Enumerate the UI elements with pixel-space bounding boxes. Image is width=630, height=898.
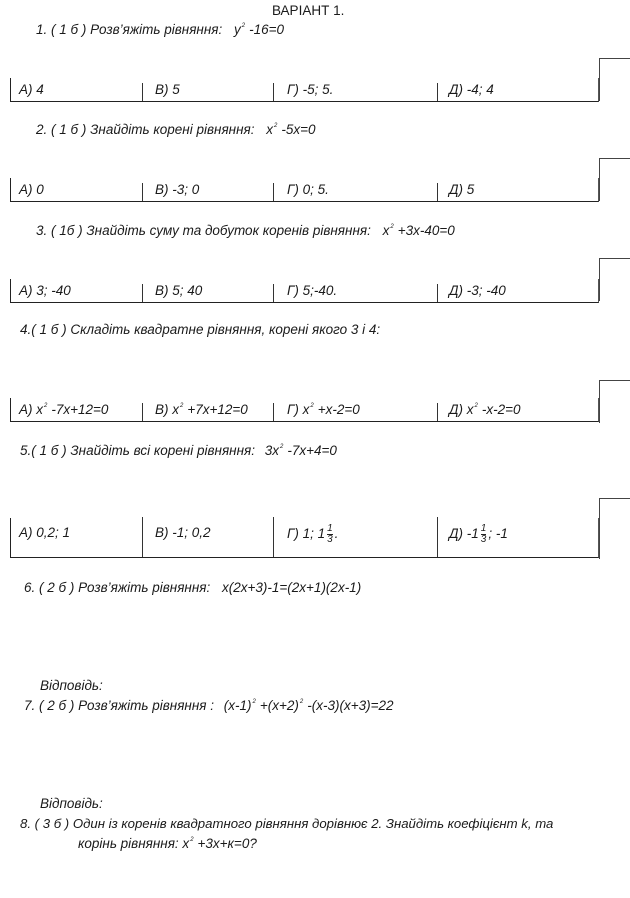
option-a[interactable]: А) 0,2; 1 (19, 525, 71, 540)
options-row-4 (10, 398, 599, 422)
question-3-equation: $x^2 +3x-40=0$ (382, 223, 455, 238)
answer-box-4 (599, 380, 630, 423)
question-4: 4.( 1 б ) Складіть квадратне рівняння, корені якого 3 і 4: (20, 322, 381, 337)
option-divider (142, 83, 143, 101)
option-divider (437, 517, 438, 557)
option-divider (142, 403, 143, 421)
question-5 (20, 443, 337, 458)
option-divider (273, 183, 274, 201)
question-1 (36, 22, 284, 37)
option-a[interactable]: А) $x^2$ -7x+12=0 (19, 402, 109, 417)
question-7 (24, 698, 394, 713)
option-g[interactable]: Г) 1; 1 $\frac{1}{3}$ . (287, 523, 339, 545)
option-divider (142, 517, 143, 557)
question-1-equation: $y^2$ -16=0 (234, 22, 285, 37)
answer-box-3 (599, 258, 630, 301)
option-d[interactable]: Д) -3; -40 (449, 283, 506, 298)
question-2-equation: $x^2$ -5x=0 (266, 122, 316, 137)
option-divider (437, 183, 438, 201)
answer-label-7: Відповідь: (40, 796, 103, 811)
question-7-equation: $(x-1)^2 +(x+2)^2$ -(x-3)(x+3)=22 (223, 698, 394, 713)
option-divider (273, 403, 274, 421)
option-g[interactable]: Г) -5; 5. (287, 82, 334, 97)
option-g[interactable]: Г) 5;-40. (287, 283, 338, 298)
question-3-head: 3. ( 1б ) Знайдіть суму та добуток коренів рівняння: (36, 223, 371, 238)
option-b[interactable]: В) -3; 0 (155, 182, 200, 197)
option-divider (142, 284, 143, 302)
fraction: $\frac{1}{3}$ (480, 523, 487, 545)
question-6-head: 6. ( 2 б ) Розв’яжіть рівняння: (24, 580, 211, 595)
question-6 (24, 580, 361, 595)
answer-label-6: Відповідь: (40, 678, 103, 693)
option-a[interactable]: А) 0 (19, 182, 44, 197)
option-divider (273, 83, 274, 101)
option-d[interactable]: Д) $x^2$ -x-2=0 (449, 402, 521, 417)
option-b[interactable]: В) $x^2 +7x+12=0$ (155, 402, 248, 417)
option-b[interactable]: В) -1; 0,2 (155, 525, 211, 540)
variant-title: ВАРІАНТ 1. (272, 3, 345, 18)
option-g[interactable]: Г) $x^2 +x-2=0$ (287, 402, 360, 417)
question-3 (36, 223, 455, 238)
option-divider (437, 403, 438, 421)
fraction: $\frac{1}{3}$ (327, 523, 333, 545)
question-2-head: 2. ( 1 б ) Знайдіть корені рівняння: (36, 122, 255, 137)
option-divider (437, 83, 438, 101)
option-d[interactable]: Д) -1 $\frac{1}{3}$ ; -1 (449, 523, 508, 545)
question-8-line-1: 8. ( 3 б ) Один із коренів квадратного рівняння дорівнює 2. Знайдіть коефіцієнт k, та (20, 816, 554, 831)
options-row-3 (10, 279, 599, 303)
option-b[interactable]: В) 5 (155, 82, 180, 97)
answer-box-5 (599, 498, 630, 559)
question-6-equation: x(2x+3)-1=(2x+1)(2x-1) (222, 580, 362, 595)
option-divider (142, 183, 143, 201)
question-5-head: 5.( 1 б ) Знайдіть всі корені рівняння: (20, 443, 255, 458)
answer-box-2 (599, 158, 630, 201)
option-d[interactable]: Д) -4; 4 (449, 82, 494, 97)
question-7-head: 7. ( 2 б ) Розв’яжіть рівняння : (24, 698, 214, 713)
options-row-2 (10, 178, 599, 202)
option-g[interactable]: Г) 0; 5. (287, 182, 329, 197)
option-a[interactable]: А) 3; -40 (19, 283, 71, 298)
question-1-head: 1. ( 1 б ) Розв’яжіть рівняння: (36, 22, 223, 37)
option-divider (437, 284, 438, 302)
option-b[interactable]: В) 5; 40 (155, 283, 203, 298)
options-row-1 (10, 78, 599, 102)
question-8-line-2: корінь рівняння: $x^2 +3x+к=0$? (78, 836, 257, 851)
question-5-equation: $3x^2$ -7x+4=0 (264, 443, 337, 458)
option-d[interactable]: Д) 5 (449, 182, 475, 197)
option-a[interactable]: А) 4 (19, 82, 44, 97)
option-divider (273, 284, 274, 302)
option-divider (273, 517, 274, 557)
answer-box-1 (599, 58, 630, 101)
question-2 (36, 122, 316, 137)
options-row-5 (10, 518, 599, 558)
